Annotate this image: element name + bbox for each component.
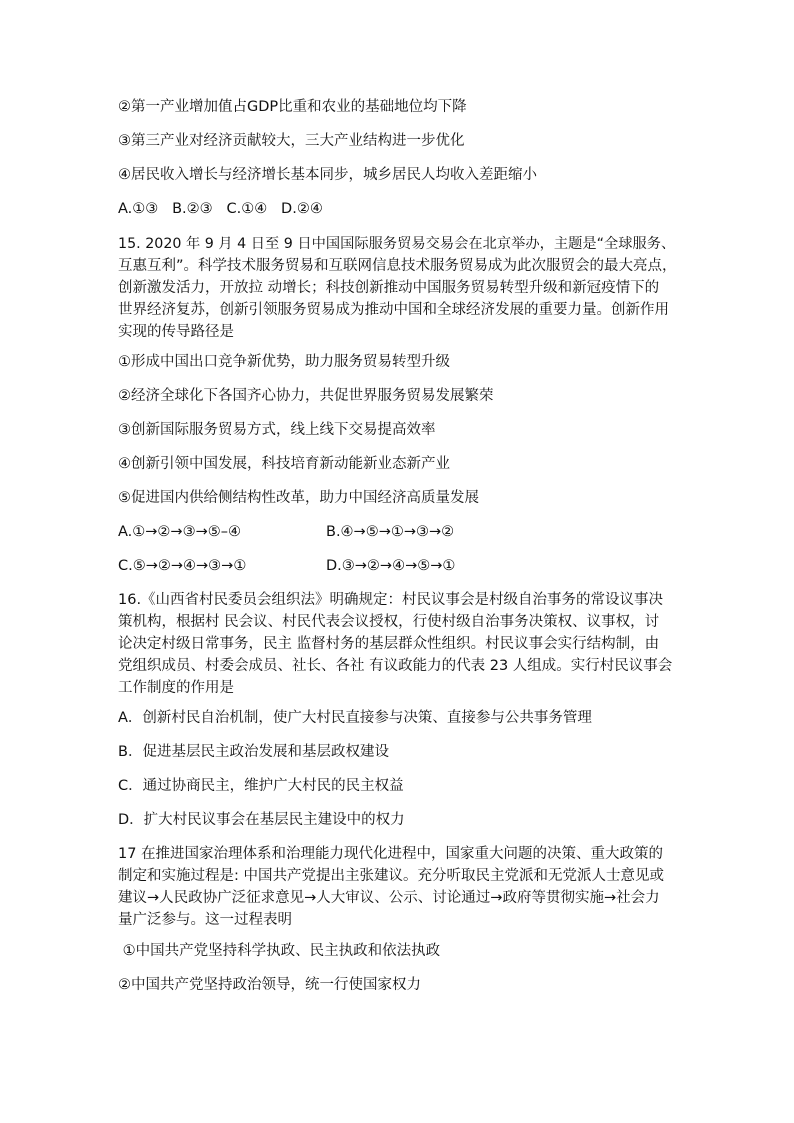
q14-option-3: ③第三产业对经济贡献较大，三大产业结构进一步优化 — [118, 133, 465, 149]
q16-option-c: C．通过协商民主，维护广大村民的民主权益 — [118, 778, 404, 794]
q15-option-2: ②经济全球化下各国齐心协力，共促世界服务贸易发展繁荣 — [118, 388, 494, 404]
q15-answer-d: D.③→②→④→⑤→① — [326, 558, 456, 574]
q16-stem-line-4: 党组织成员、村委会成员、社长、各社 有议政能力的代表 23 人组成。实行村民议事会 — [118, 658, 673, 674]
q15-option-5: ⑤促进国内供给侧结构性改革，助力中国经济高质量发展 — [118, 490, 479, 506]
q17-stem-line-1: 17 在推进国家治理体系和治理能力现代化进程中，国家重大问题的决策、重大政策的 — [118, 846, 664, 862]
q14-option-4: ④居民收入增长与经济增长基本同步，城乡居民人均收入差距缩小 — [118, 167, 537, 183]
q15-stem-line-4: 世界经济复苏，创新引领服务贸易成为推动中国和全球经济发展的重要力量。创新作用 — [118, 302, 669, 318]
q15-stem-line-3: 创新激发活力，开放拉 动增长；科技创新推动中国服务贸易转型升级和新冠疫情下的 — [118, 280, 660, 296]
q14-option-2: ②第一产业增加值占GDP比重和农业的基础地位均下降 — [118, 99, 467, 115]
q14-answer-choices: A.①③ B.②③ C.①④ D.②④ — [118, 201, 323, 217]
q16-stem-line-2: 策机构，根据村 民会议、村民代表会议授权，行使村级自治事务决策权、议事权，讨 — [118, 614, 660, 630]
q15-option-3: ③创新国际服务贸易方式，线上线下交易提高效率 — [118, 422, 436, 438]
q17-stem-line-3: 建议→人民政协广泛征求意见→人大审议、公示、讨论通过→政府等贯彻实施→社会力 — [118, 890, 660, 906]
q15-answer-c: C.⑤→②→④→③→① — [118, 558, 247, 574]
q15-option-4: ④创新引领中国发展，科技培育新动能新业态新产业 — [118, 456, 450, 472]
q15-answer-a: A.①→②→③→⑤–④ — [118, 524, 241, 540]
q17-stem-line-4: 量广泛参与。这一过程表明 — [118, 912, 292, 928]
q16-stem-line-1: 16.《山西省村民委员会组织法》明确规定：村民议事会是村级自治事务的常设议事决 — [118, 592, 664, 608]
q15-option-1: ①形成中国出口竞争新优势，助力服务贸易转型升级 — [118, 354, 450, 370]
q17-option-2: ②中国共产党坚持政治领导，统一行使国家权力 — [118, 977, 421, 993]
q17-stem-line-2: 制定和实施过程是: 中国共产党提出主张建议。充分听取民主党派和无党派人士意见或 — [118, 868, 664, 884]
q15-answer-b: B.④→⑤→①→③→② — [326, 524, 455, 540]
q16-option-d: D．扩大村民议事会在基层民主建设中的权力 — [118, 812, 405, 828]
q15-stem-line-2: 互惠互利”。科学技术服务贸易和互联网信息技术服务贸易成为此次服贸会的最大亮点， — [118, 258, 677, 274]
q16-stem-line-3: 论决定村级日常事务，民主 监督村务的基层群众性组织。村民议事会实行结构制，由 — [118, 636, 660, 652]
q17-option-1: ①中国共产党坚持科学执政、民主执政和依法执政 — [118, 943, 441, 959]
q15-stem-line-1: 15. 2020 年 9 月 4 日至 9 日中国国际服务贸易交易会在北京举办，主题是“全球服务、 — [118, 236, 676, 252]
q16-option-b: B．促进基层民主政治发展和基层政权建设 — [118, 744, 389, 760]
q16-option-a: A．创新村民自治机制，使广大村民直接参与决策、直接参与公共事务管理 — [118, 710, 592, 726]
q16-stem-line-5: 工作制度的作用是 — [118, 680, 234, 696]
q15-stem-line-5: 实现的传导路径是 — [118, 324, 234, 340]
